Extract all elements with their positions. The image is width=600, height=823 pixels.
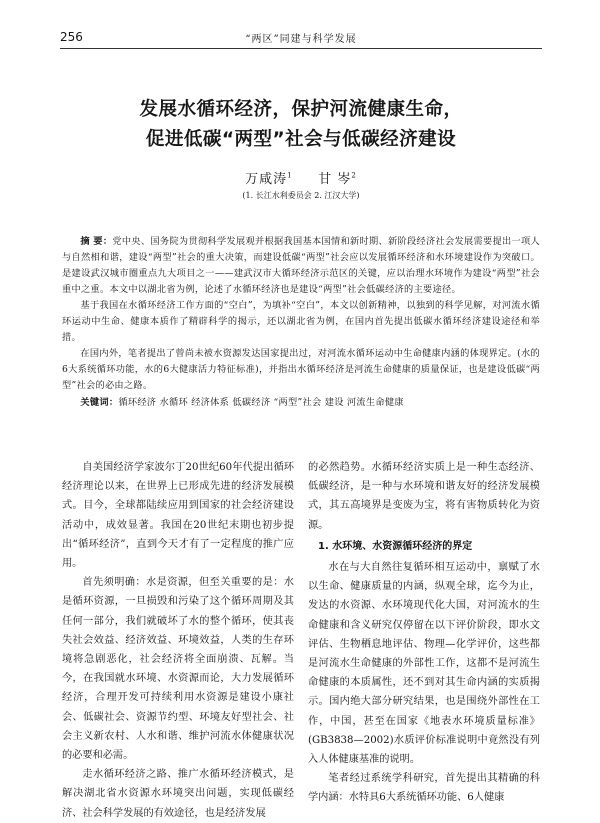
body-paragraph: 水在与大自然往复循环相互运动中，禀赋了水以生命、健康质量的内涵，纵观全球，迄今为止，发达的水资源、水环境现代化大国，对河流水的生命健康和含义研究仅停留在以下评价阶段，即水文评估、生物栖息地评估、物理—化学评价，这些都是河流水生命健康的外部性工作，这都不是河流生命健康的本质属性，还不到对其生命内涵的实质揭示。国内绝大部分研究结果，也是围绕外部性在工作，中国，甚至在国家《地表水环境质量标准》(GB3838—2002)水质评价标准说明中竟然没有列入人体健康基准的说明。 (308, 562, 540, 766)
body-paragraph: 走水循环经济之路、推广水循环经济模式，是解决湖北省水资源水环境突出问题，实现低碳经济、社会科学发展的有效途径，也是经济发展 (62, 769, 294, 819)
body-paragraph: 首先须明确：水是资源，但至关重要的是：水是循环资源，一旦损毁和污染了这个循环周期及其任何一部分，我们就破坏了水的整个循环，使其丧失社会效益、经济效益、环境效益，人类的生存环境将急剧恶化，社会经济将全面崩溃、瓦解。当今，在我国就水环境、水资源而论，大力发展循环经济，合理开发可持续利用水资源是建设小康社会、低碳社会、资源节约型、环境友好型社会、社会主义新农村、人水和谐、维护河流水体健康状况的必要和必需。 (62, 577, 294, 762)
abstract-paragraph-1 (62, 234, 540, 298)
affiliation: (1. 长江水利委员会 2. 江汉大学) (242, 191, 360, 200)
body-column-left (62, 458, 294, 823)
title-line-2: 促进低碳“两型”社会与低碳经济建设 (145, 129, 457, 150)
author-2-mark: 2 (351, 171, 357, 180)
body-column-right (308, 458, 540, 808)
author-1-mark: 1 (287, 171, 293, 180)
body-paragraph: 的必然趋势。水循环经济实质上是一种生态经济、低碳经济，是一种与水环境和谐友好的经济发展模式，其五高境界是变废为宝，将有害物质转化为资源。 (308, 462, 540, 531)
keywords-label: 关键词： (80, 397, 119, 408)
body-paragraph: 自美国经济学家波尔丁20世纪60年代提出循环经济理论以来，在世界上已形成先进的经济发展模式。目今，全球都陆续应用到国家的社会经济建设活动中，成效显著。我国在20世纪末期也初步提出“循环经济”，直到今天才有了一定程度的推广应用。 (62, 462, 294, 570)
running-header (60, 30, 542, 49)
keywords-list: 循环经济 水循环 经济体系 低碳经济 “两型”社会 建设 河流生命健康 (118, 397, 404, 408)
page-number: 256 (60, 30, 83, 44)
abstract-label: 摘 要： (80, 236, 113, 247)
title-line-1: 发展水循环经济，保护河流健康生命， (139, 99, 463, 120)
article-title (60, 95, 542, 155)
keywords (62, 395, 540, 411)
author-2: 甘 岑 (318, 172, 352, 187)
abstract (62, 234, 540, 411)
journal-name: “两区”同建与科学发展 (245, 34, 357, 45)
body-paragraph: 笔者经过系统学科研究，首先提出其精确的科学内涵：水特具6大系统循环功能、6人健康 (308, 773, 540, 804)
abstract-paragraph-3: 在国内外，笔者提出了曾尚未被水资源发达国家提出过，对河流水循环运动中生命健康内涵的体现界定。(水的6大系统循环功能，水的6大健康活力特征标准)，并指出水循环经济是河流生命健康的质量保证，也是建设低碳“两型”社会的必由之路。 (62, 348, 540, 391)
section-heading: 1. 水环境、水资源循环经济的界定 (318, 540, 473, 552)
abstract-paragraph-2: 基于我国在水循环经济工作方面的“空白”，为填补“空白”，本文以创新精神，以独到的科学见解，对河流水循环运动中生命、健康本质作了精辟科学的揭示，还以湖北省为例，在国内首先提出低碳水循环经济建设途径和举措。 (62, 300, 540, 343)
author-list (60, 168, 542, 187)
author-1: 万咸涛 (245, 172, 288, 187)
abstract-text-1: 党中央、国务院为贯彻科学发展观并根据我国基本国情和新时期、新阶段经济社会发展需要提出一项人与自然相和谐，建设“两型”社会的重大决策，而建设低碳“两型”社会应以发展循环经济和水环境建设作为突破口。是建设武汉城市圈重点九大项目之一——建武汉市大循环经济示范区的关键，应以治理水环境作为建设“两型”社会重中之重。本文中以湖北省为例，论述了水循环经济也是建设“两型”社会低碳经济的主要途径。 (62, 236, 541, 295)
